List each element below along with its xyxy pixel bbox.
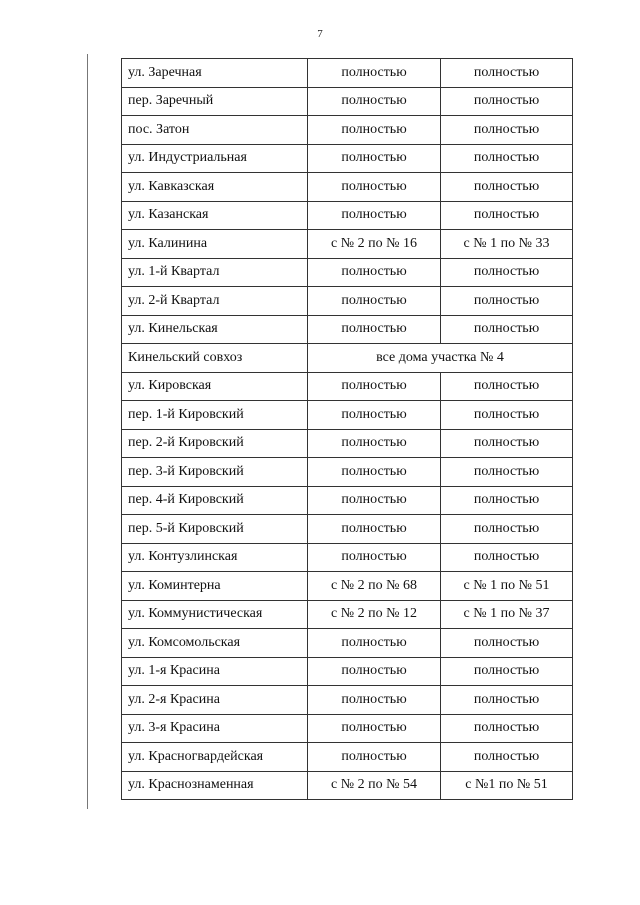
even-range-cell: полностью [308, 315, 441, 344]
even-range-cell: полностью [308, 429, 441, 458]
table-row [122, 486, 573, 515]
table-row [122, 59, 573, 88]
odd-range-cell: полностью [441, 686, 573, 715]
even-range-cell: с № 2 по № 12 [308, 600, 441, 629]
table-row [122, 657, 573, 686]
table-row [122, 771, 573, 800]
odd-range-cell: полностью [441, 315, 573, 344]
street-name-cell: пер. 1-й Кировский [122, 401, 308, 430]
street-name-cell: ул. Краснознаменная [122, 771, 308, 800]
even-range-cell: полностью [308, 401, 441, 430]
odd-range-cell: полностью [441, 116, 573, 145]
table-row [122, 230, 573, 259]
table-row [122, 401, 573, 430]
merged-range-cell: все дома участка № 4 [308, 344, 573, 373]
table-row [122, 144, 573, 173]
table-row [122, 515, 573, 544]
table-row [122, 258, 573, 287]
odd-range-cell: полностью [441, 372, 573, 401]
odd-range-cell: полностью [441, 515, 573, 544]
street-name-cell: пер. 2-й Кировский [122, 429, 308, 458]
table-row [122, 686, 573, 715]
even-range-cell: полностью [308, 458, 441, 487]
street-name-cell: ул. Кинельская [122, 315, 308, 344]
table-row [122, 429, 573, 458]
table-row [122, 572, 573, 601]
even-range-cell: полностью [308, 201, 441, 230]
even-range-cell: полностью [308, 515, 441, 544]
street-name-cell: пос. Затон [122, 116, 308, 145]
even-range-cell: полностью [308, 59, 441, 88]
odd-range-cell: полностью [441, 629, 573, 658]
even-range-cell: полностью [308, 258, 441, 287]
street-name-cell: ул. Калинина [122, 230, 308, 259]
odd-range-cell: полностью [441, 743, 573, 772]
table-row [122, 458, 573, 487]
even-range-cell: полностью [308, 543, 441, 572]
odd-range-cell: с № 1 по № 37 [441, 600, 573, 629]
odd-range-cell: полностью [441, 714, 573, 743]
street-table [121, 58, 573, 800]
odd-range-cell: полностью [441, 458, 573, 487]
even-range-cell: полностью [308, 287, 441, 316]
street-name-cell: Кинельский совхоз [122, 344, 308, 373]
odd-range-cell: полностью [441, 258, 573, 287]
street-name-cell: пер. 3-й Кировский [122, 458, 308, 487]
street-name-cell: ул. Кавказская [122, 173, 308, 202]
odd-range-cell: полностью [441, 429, 573, 458]
page-number: 7 [317, 28, 323, 40]
street-name-cell: ул. Заречная [122, 59, 308, 88]
table-row [122, 201, 573, 230]
even-range-cell: полностью [308, 486, 441, 515]
street-name-cell: ул. Красногвардейская [122, 743, 308, 772]
street-table-body [122, 59, 573, 800]
table-row [122, 116, 573, 145]
odd-range-cell: полностью [441, 173, 573, 202]
even-range-cell: полностью [308, 714, 441, 743]
odd-range-cell: с №1 по № 51 [441, 771, 573, 800]
even-range-cell: полностью [308, 629, 441, 658]
odd-range-cell: полностью [441, 543, 573, 572]
table-row [122, 543, 573, 572]
table-row [122, 287, 573, 316]
even-range-cell: полностью [308, 116, 441, 145]
street-name-cell: ул. Коминтерна [122, 572, 308, 601]
odd-range-cell: полностью [441, 486, 573, 515]
even-range-cell: полностью [308, 372, 441, 401]
table-row [122, 315, 573, 344]
table-row [122, 87, 573, 116]
odd-range-cell: полностью [441, 87, 573, 116]
odd-range-cell: полностью [441, 401, 573, 430]
table-row [122, 344, 573, 373]
table-row [122, 743, 573, 772]
odd-range-cell: полностью [441, 59, 573, 88]
odd-range-cell: полностью [441, 287, 573, 316]
street-name-cell: пер. 5-й Кировский [122, 515, 308, 544]
street-name-cell: ул. 1-я Красина [122, 657, 308, 686]
street-name-cell: ул. 2-й Квартал [122, 287, 308, 316]
even-range-cell: полностью [308, 657, 441, 686]
even-range-cell: полностью [308, 686, 441, 715]
even-range-cell: с № 2 по № 54 [308, 771, 441, 800]
even-range-cell: полностью [308, 144, 441, 173]
odd-range-cell: полностью [441, 144, 573, 173]
even-range-cell: полностью [308, 87, 441, 116]
odd-range-cell: с № 1 по № 33 [441, 230, 573, 259]
odd-range-cell: с № 1 по № 51 [441, 572, 573, 601]
table-row [122, 600, 573, 629]
even-range-cell: полностью [308, 173, 441, 202]
odd-range-cell: полностью [441, 657, 573, 686]
street-name-cell: ул. 3-я Красина [122, 714, 308, 743]
street-name-cell: пер. 4-й Кировский [122, 486, 308, 515]
even-range-cell: полностью [308, 743, 441, 772]
street-name-cell: ул. Индустриальная [122, 144, 308, 173]
street-name-cell: ул. Казанская [122, 201, 308, 230]
odd-range-cell: полностью [441, 201, 573, 230]
margin-rule [87, 54, 88, 809]
table-row [122, 714, 573, 743]
even-range-cell: с № 2 по № 16 [308, 230, 441, 259]
street-name-cell: ул. Кировская [122, 372, 308, 401]
table-row [122, 173, 573, 202]
street-name-cell: ул. Контузлинская [122, 543, 308, 572]
street-name-cell: ул. Комсомольская [122, 629, 308, 658]
table-row [122, 372, 573, 401]
street-name-cell: ул. Коммунистическая [122, 600, 308, 629]
even-range-cell: с № 2 по № 68 [308, 572, 441, 601]
street-name-cell: пер. Заречный [122, 87, 308, 116]
table-row [122, 629, 573, 658]
street-name-cell: ул. 1-й Квартал [122, 258, 308, 287]
street-name-cell: ул. 2-я Красина [122, 686, 308, 715]
